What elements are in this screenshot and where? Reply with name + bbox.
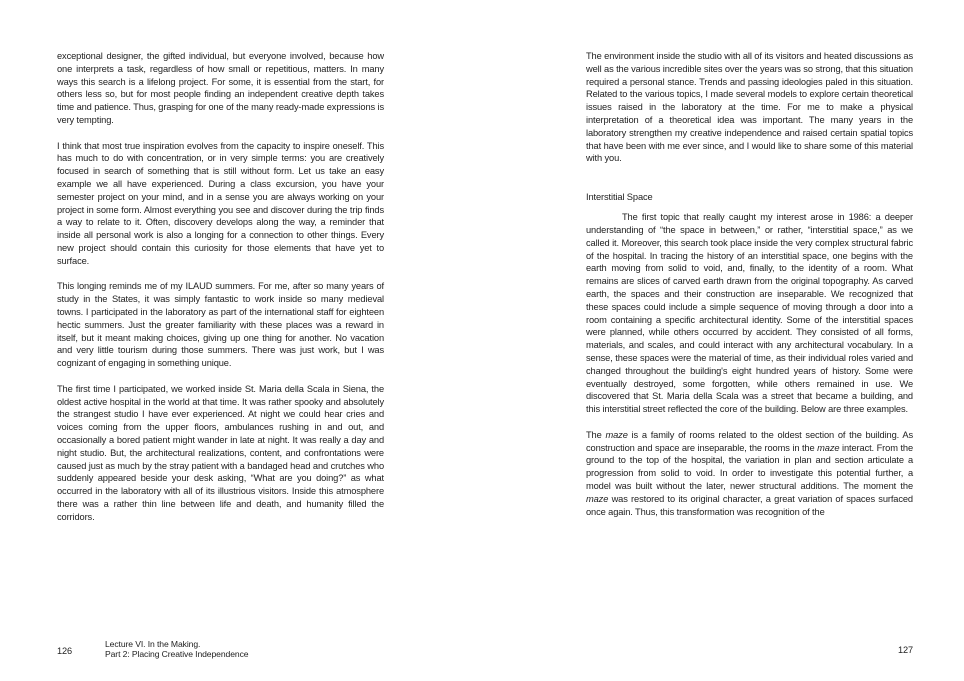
right-text-column (586, 50, 913, 531)
right-section-paragraph: The first topic that really caught my interest arose in 1986: a deeper understanding of “the space in between,” or rather, “interstitial space,” as we called it. Moreover, this search took place inside the very complex structural fabric of the hospital. In tracing the history of an interstitial space, one begins with the earth moving from solid to void, and, finally, to the identity of a room. What remains are slices of carved earth drawn from the original topography. As carved earth, the spaces and their construction are inseparable. We recognized that these spaces could include a simple sequence of moving through a door into a room containing a specific architectural identity. Some of the interstitial spaces were planned, while others occurred by accident. They consisted of all forms, materials, and scales, and could interact with any architectural vocabulary. In a sense, these spaces were the material of time, as their individual roles varied and changed throughout the building's eight hundred years of history. Some were eventually destroyed, some forgotten, while others remained in use. We discovered that St. Maria della Scala was a street that became a building, and this interstitial street reflected the core of the building. Below are three examples. (586, 212, 913, 415)
left-text-column (57, 50, 384, 536)
running-title-line1: Lecture VI. In the Making. (105, 639, 201, 649)
page-number-left: 126 (57, 646, 73, 656)
left-paragraph-4: The first time I participated, we worked inside St. Maria della Scala in Siena, the oldest active hospital in the world at that time. It was rather spooky and absolutely the strangest studio I have ever experienced. At night we could hear cries and voices coming from the upper floors, ambulances rushing in and out, and occasionally a bored patient might wander in late at night. It was really a day and night studio. But, the architectural realizations, content, and confrontations were caused just as much by the stray patient with a bandaged head and crutches who suddenly appeared beside your desk asking, “What are you doing?” as what occurred in the laboratory with all of its illustrious visitors. Inside this atmosphere there was a rather thin line between life and death, and humanity filled the corridors. (57, 383, 384, 522)
left-paragraph-1: exceptional designer, the gifted individual, but everyone involved, because how one interprets a task, regardless of how small or repetitious, matters. In many ways this search is a lifelong project. For some, it is essential from the start, for others less so, but for most people finding an independent creative depth takes time and patience. Thus, grasping for one of the many ready-made expressions is very tempting. (57, 51, 384, 125)
right-maze-paragraph: The maze is a family of rooms related to the oldest section of the building. As construction and space are inseparable, the rooms in the maze interact. From the ground to the top of the hospital, the variation in plan and section articulate a progression from solid to void. In order to investigate this potential further, a model was built without the later, newer structural additions. The moment the maze was restored to its original character, a great variation of spaces surfaced once again. Thus, this transformation was recognition of the (586, 429, 914, 517)
running-title-line2: Part 2: Placing Creative Independence (105, 649, 249, 660)
left-paragraph-2: I think that most true inspiration evolves from the capacity to inspire oneself. This has much to do with concentration, or in very simple terms: you are creatively focused in search of something that is still without form. Let us take an easy example we all have experienced. During a class excursion, you have your semester project on your mind, and in a sense you are always working on your project in some form. Almost everything you see and discover during the trip finds a way to relate to it. Often, discovery develops along the way, a reminder that inside all personal work is also a longing for a connection to other things. Every new project should contain this curiosity for those elements that have yet to surface. (57, 140, 384, 266)
section-heading-interstitial-space: Interstitial Space (586, 191, 653, 202)
left-paragraph-3: This longing reminds me of my ILAUD summers. For me, after so many years of study in the States, it was simply fantastic to work inside so many medieval towns. I participated in the laboratory as part of the international staff for eighteen hectic summers. Just the greater familiarity with these places was a reward in itself, but it meant making choices, giving up one thing for another. No vacation and very little tourism during those summers. There was just work, but I was cognizant of engaging in something unique. (57, 281, 384, 369)
running-title (105, 639, 248, 660)
right-intro-paragraph: The environment inside the studio with all of its visitors and heated discussions as well as the various incredible sites over the years was so strong, that this situation required a personal stance. Trends and passing ideologies paled in this situation. Related to the various topics, I made several models to explore certain theoretical issues raised in the laboratory at the time. For me to make a physical interpretation of a theoretical idea was important. The many years in the laboratory strengthen my creative independence and raised certain spatial topics that have been with me ever since, and I would like to share some of this material with you. (586, 51, 913, 164)
right-page-footer (586, 645, 913, 655)
page-number-right: 127 (897, 645, 913, 655)
